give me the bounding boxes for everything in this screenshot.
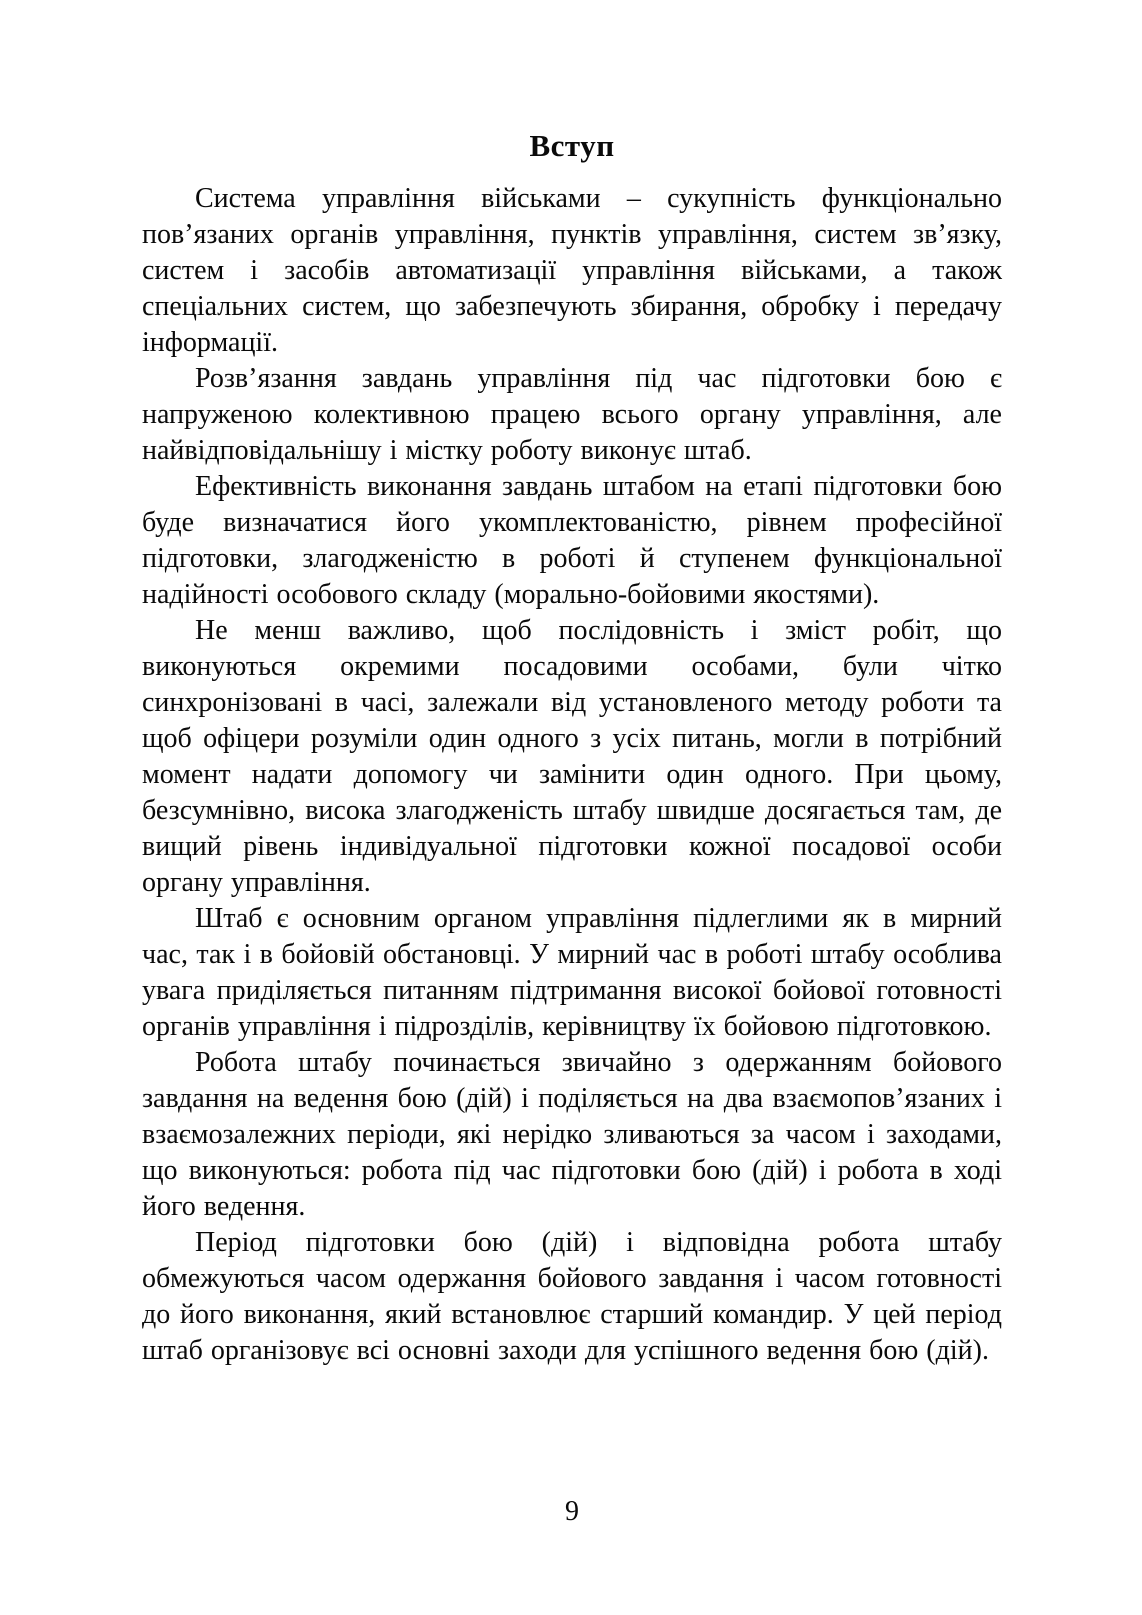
body-paragraph: Ефективність виконання завдань штабом на етапі підготовки бою буде визначатися його укомплектованістю, рівнем професійної підготовки, злагодженістю в роботі й ступенем функціональної надійності особового складу (морально-бойовими якостями). [142,471,1002,610]
page-title: Вступ [529,128,615,163]
page-number: 9 [565,1496,579,1527]
body-paragraph: Штаб є основним органом управління підлеглими як в мирний час, так і в бойовій обстановці. У мирний час в роботі штабу особлива увага приділяється питанням підтримання високої бойової готовності органів управління і підрозділів, керівництву їх бойовою підготовкою. [142,903,1002,1042]
body-paragraph: Період підготовки бою (дій) і відповідна робота штабу обмежуються часом одержання бойового завдання і часом готовності до його виконання, який встановлює старший командир. У цей період штаб організовує всі основні заходи для успішного ведення бою (дій). [142,1227,1002,1366]
body-paragraph: Робота штабу починається звичайно з одержанням бойового завдання на ведення бою (дій) і поділяється на два взаємопов’язаних і взаємозалежних періоди, які нерідко зливаються за часом і заходами, що виконуються: робота під час підготовки бою (дій) і робота в ході його ведення. [142,1047,1002,1222]
text-block [142,126,1002,1369]
body-paragraph: Не менш важливо, щоб послідовність і зміст робіт, що виконуються окремими посадовими особами, були чітко синхронізовані в часі, залежали від установленого методу роботи та щоб офіцери розуміли один одного з усіх питань, могли в потрібний момент надати допомогу чи замінити один одного. При цьому, безсумнівно, висока злагодженість штабу швидше досягається там, де вищий рівень індивідуальної підготовки кожної посадової особи органу управління. [142,615,1002,898]
body-paragraph: Система управління військами – сукупність функціонально пов’язаних органів управління, пунктів управління, систем зв’язку, систем і засобів автоматизації управління військами, а також спеціальних систем, що забезпечують збирання, обробку і передачу інформації. [142,183,1002,358]
body-paragraph: Розв’язання завдань управління під час підготовки бою є напруженою колективною працею всього органу управління, але найвідповідальнішу і містку роботу виконує штаб. [142,363,1002,466]
